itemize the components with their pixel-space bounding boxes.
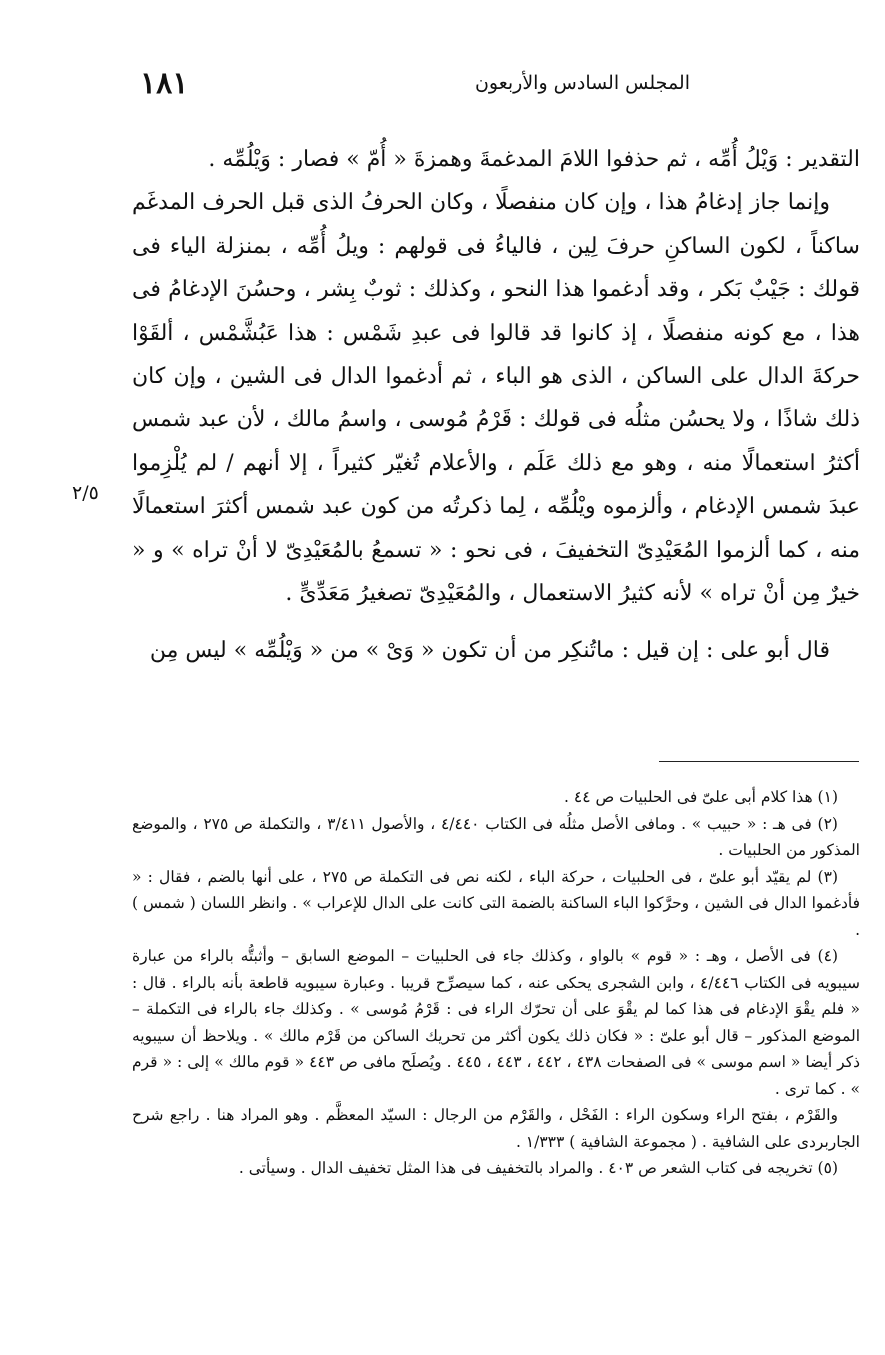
footnote: (٢) فى هـ : « حبيب » . ومافى الأصل مثلُه فى الكتاب ٤/٤٤٠ ، والأصول ٣/٤١١ ، والتكملة ص ٢٧٥ ، والموضع المذكور من الحلبيات . bbox=[132, 814, 860, 859]
margin-folio-reference: ٢/٥ bbox=[72, 482, 99, 504]
footnote: (٤) فى الأصل ، وهـ : « قوم » بالواو ، وكذلك جاء فى الحلبيات – الموضع السابق – وأثبتُّه بالراء من عبارة سيبويه فى الكتاب ٤/٤٤٦ ، وابن الشجرى يحكى عنه ، كما سيصرِّح قريبا . وعبارة سيبويه قاطعة بأنه بالراء . قال : « فلم يقْوَ الإدغام فى هذا كما لم يقْوَ على أن تحرّك الراء فى : قَرْمُ مُوسى » . وكذلك جاء بالراء فى التكملة – الموضع المذكور – قال أبو علىّ : « فكان ذلك يكون أكثر من تحريك الساكن من قَرْم مالك » . ويلاحظ أن سيبويه ذكر أيضا « اسم موسى » فى الصفحات ٤٣٨ ، ٤٤٢ ، ٤٤٣ ، ٤٤٥ . ويُصلَح مافى ص ٤٤٣ « قوم مالك » إلى : « قرم » . كما ترى . bbox=[132, 947, 861, 1098]
main-text bbox=[132, 138, 860, 673]
paragraph: قال أبو على : إن قيل : ماتُنكِر من أن تكون « وَىْ » من « وَيْلُمِّه » ليس مِن bbox=[149, 638, 830, 664]
footnote: (٣) لم يقيّد أبو علىّ ، فى الحلبيات ، حركة الباء ، لكنه نص فى التكملة ص ٢٧٥ ، على أنها بالضم ، فقال : « فأدغموا الدال فى الشين ، وحرَّكوا الباء الساكنة بالضمة التى كانت على الدال للإعراب » . وانظر اللسان ( شمس ) . bbox=[132, 867, 860, 939]
footnote-separator bbox=[659, 761, 859, 762]
footnotes bbox=[132, 784, 860, 1182]
footnote-continuation: والقَرْم ، بفتح الراء وسكون الراء : الفَحْل ، والقَرْم من الرجال : السيّد المعظَّم . وهو المراد هنا . راجع شرح الجاربردى على الشافية . ( مجموعة الشافية ) ١/٣٣٣ . bbox=[132, 1106, 860, 1151]
running-title: المجلس السادس والأربعون bbox=[474, 72, 690, 94]
footnote: (١) هذا كلام أبى علىّ فى الحلبيات ص ٤٤ . bbox=[564, 788, 838, 806]
footnote: (٥) تخريجه فى كتاب الشعر ص ٤٠٣ . والمراد بالتخفيف فى هذا المثل تخفيف الدال . وسيأتى . bbox=[238, 1159, 838, 1177]
paragraph: التقدير : وَيْلُ أُمِّه ، ثم حذفوا اللامَ المدغمةَ وهمزةَ « أُمّ » فصار : وَيْلُمِّه . bbox=[208, 147, 860, 172]
page-number: ١٨١ bbox=[140, 66, 189, 101]
page-header bbox=[140, 66, 840, 106]
paragraph: وإنما جاز إدغامُ هذا ، وإن كان منفصلًا ، وكان الحرفُ الذى قبل الحرف المدغَم ساكناً ، لكون الساكنِ حرفَ لِين ، فالياءُ فى قولهم : ويلُ أُمِّه ، بمنزلة الياء فى قولك : جَيْبٌ بَكر ، وقد أدغموا هذا النحو ، وكذلك : ثوبٌ بِشر ، وحسُنَ الإدغامُ فى هذا ، مع كونه منفصلًا ، إذ كانوا قد قالوا فى عبدِ شَمْس : هذا عَبُشَّمْس ، ألقَوْا حركةَ الدال على الساكن ، الذى هو الباء ، ثم أدغموا الدال فى الشين ، وإن كان ذلك شاذًا ، ولا يحسُن مثلُه فى قولك : قَرْمُ مُوسى ، واسمُ مالك ، لأن عبد شمس أكثرُ استعمالًا منه ، وهو مع ذلك عَلَم ، والأعلام تُغيّر كثيراً ، إلا أنهم / لم يُلْزِموا عبدَ شمس الإدغام ، وألزموه ويْلُمِّه ، لِما ذكرتُه من كون عبد شمس أكثرَ استعمالًا منه ، كما ألزموا المُعَيْدِىّ التخفيفَ ، فى نحو : « تسمعُ بالمُعَيْدِىّ لا أنْ تراه » و « خيرٌ مِن أنْ تراه » لأنه كثيرُ الاستعمال ، والمُعَيْدِىّ تصغيرُ مَعَدِّىٍّ . bbox=[132, 190, 860, 607]
